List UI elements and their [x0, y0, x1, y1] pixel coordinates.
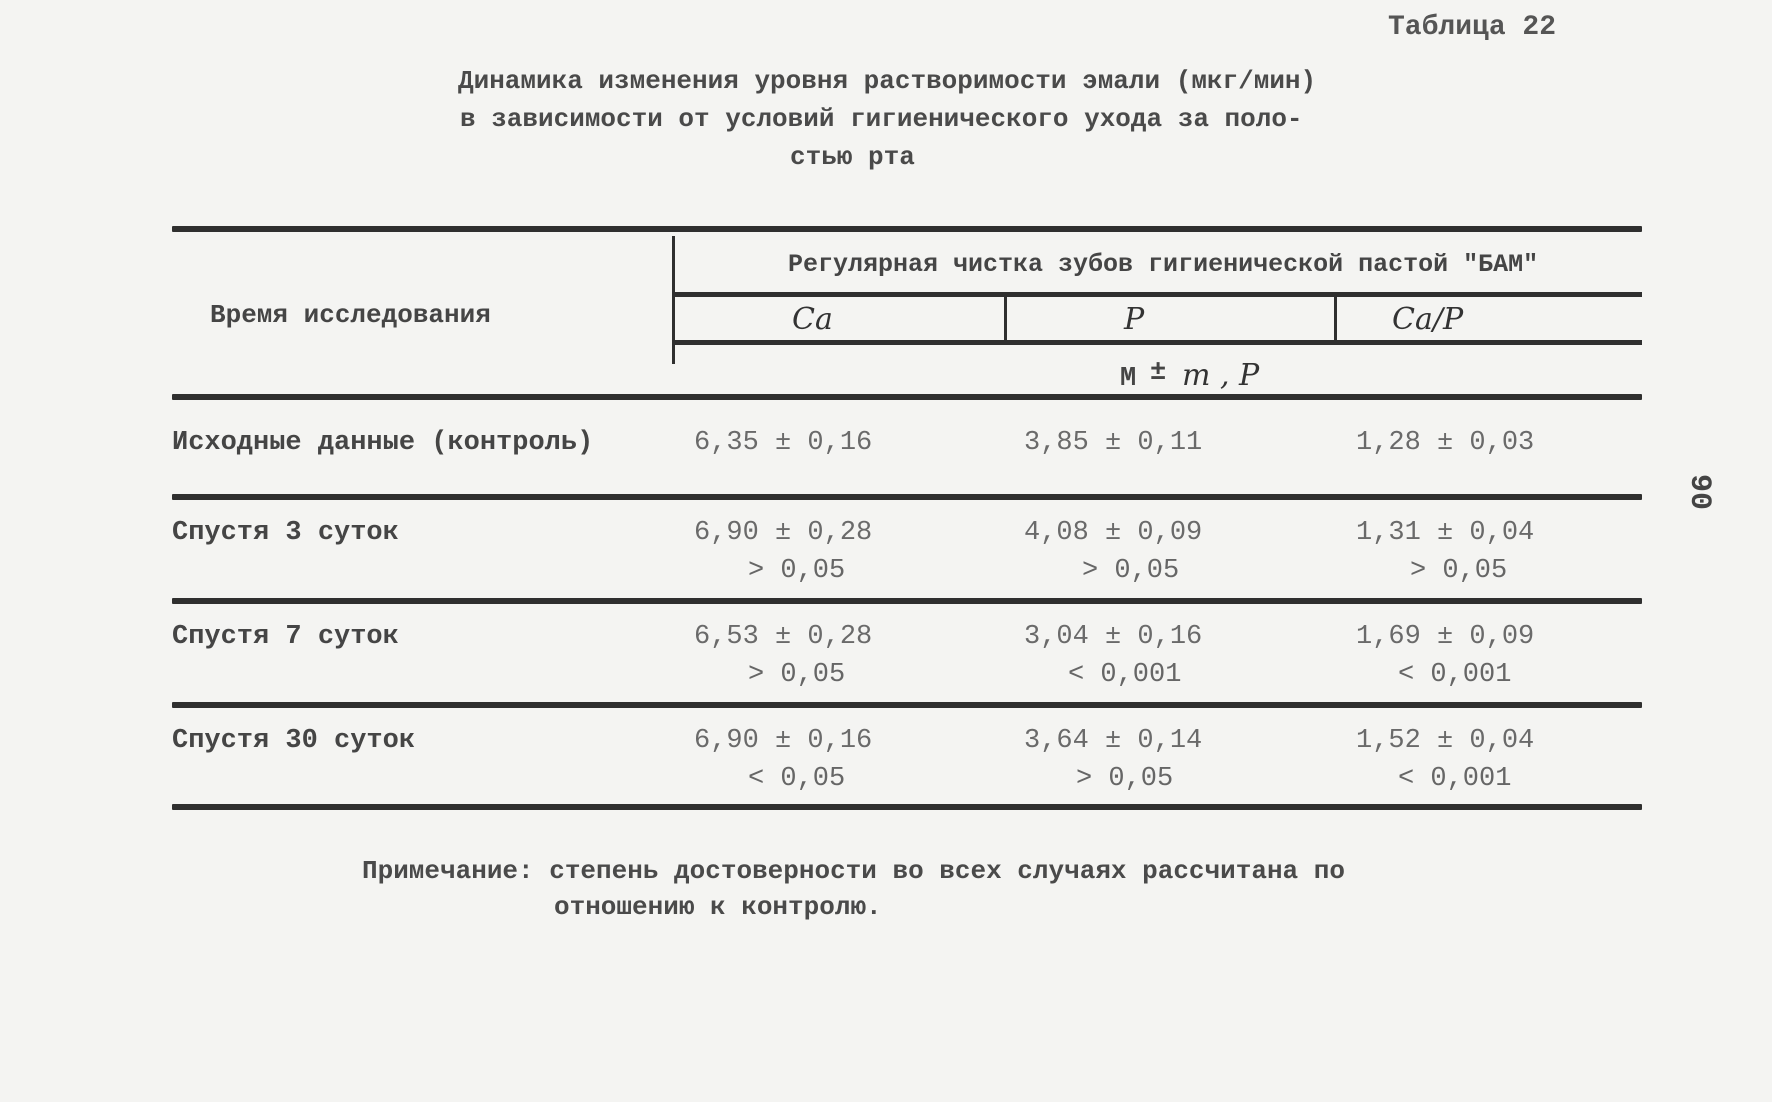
- table-top-rule: [172, 226, 1642, 232]
- note-line-2: отношению к контролю.: [554, 892, 882, 922]
- cell-p-p-value: > 0,05: [1082, 556, 1180, 586]
- row-label: Спустя 30 суток: [172, 726, 416, 756]
- note-line-1: Примечание: степень достоверности во всех случаях рассчитана по: [362, 856, 1345, 886]
- column-header-ca: Ca: [792, 302, 833, 337]
- cell-ca-p-value: < 0,05: [748, 764, 846, 794]
- column-divider-1: [1004, 294, 1007, 340]
- row-header-label: Время исследования: [210, 300, 491, 330]
- row-label: Спустя 3 суток: [172, 518, 399, 548]
- cell-ca: 6,53 ± 0,28: [694, 622, 873, 652]
- title-line-3: стью рта: [790, 142, 915, 172]
- cell-p: 3,85 ± 0,11: [1024, 428, 1203, 458]
- table-title: [430, 62, 1350, 252]
- group-header: Регулярная чистка зубов гигиенической пастой "БАМ": [788, 250, 1539, 279]
- cell-ratio-p-value: < 0,001: [1398, 764, 1512, 794]
- stat-label-plusminus: ±: [1150, 358, 1167, 388]
- cell-ca-p: 1,31 ± 0,04: [1356, 518, 1535, 548]
- stat-label-m-p: m , P: [1182, 358, 1260, 393]
- column-header-rule: [672, 340, 1642, 345]
- cell-ca: 6,90 ± 0,16: [694, 726, 873, 756]
- table-number: Таблица 22: [1388, 12, 1557, 43]
- cell-ca: 6,35 ± 0,16: [694, 428, 873, 458]
- cell-ca: 6,90 ± 0,28: [694, 518, 873, 548]
- group-header-rule: [672, 292, 1642, 297]
- row-rule: [172, 702, 1642, 708]
- column-header-ca-p: Ca/P: [1392, 302, 1464, 337]
- table-bottom-rule: [172, 804, 1642, 810]
- cell-p-p-value: > 0,05: [1076, 764, 1174, 794]
- column-divider-2: [1334, 294, 1337, 340]
- cell-p: 4,08 ± 0,09: [1024, 518, 1203, 548]
- cell-ratio-p-value: < 0,001: [1398, 660, 1512, 690]
- cell-p: 3,04 ± 0,16: [1024, 622, 1203, 652]
- row-label: Спустя 7 суток: [172, 622, 399, 652]
- cell-ca-p-value: > 0,05: [748, 556, 846, 586]
- cell-ca-p-value: > 0,05: [748, 660, 846, 690]
- column-header-p: P: [1124, 302, 1145, 337]
- stat-label-m: M: [1120, 364, 1137, 394]
- page-number: 90: [1682, 474, 1716, 511]
- row-label: Исходные данные (контроль): [172, 428, 594, 458]
- title-line-1: Динамика изменения уровня растворимости эмали (мкг/мин): [458, 66, 1317, 96]
- cell-ca-p: 1,69 ± 0,09: [1356, 622, 1535, 652]
- header-bottom-rule: [172, 394, 1642, 400]
- title-line-2: в зависимости от условий гигиенического ухода за поло-: [460, 104, 1303, 134]
- cell-ratio-p-value: > 0,05: [1410, 556, 1508, 586]
- row-rule: [172, 494, 1642, 500]
- cell-p-p-value: < 0,001: [1068, 660, 1182, 690]
- cell-ca-p: 1,52 ± 0,04: [1356, 726, 1535, 756]
- cell-p: 3,64 ± 0,14: [1024, 726, 1203, 756]
- row-rule: [172, 598, 1642, 604]
- cell-ca-p: 1,28 ± 0,03: [1356, 428, 1535, 458]
